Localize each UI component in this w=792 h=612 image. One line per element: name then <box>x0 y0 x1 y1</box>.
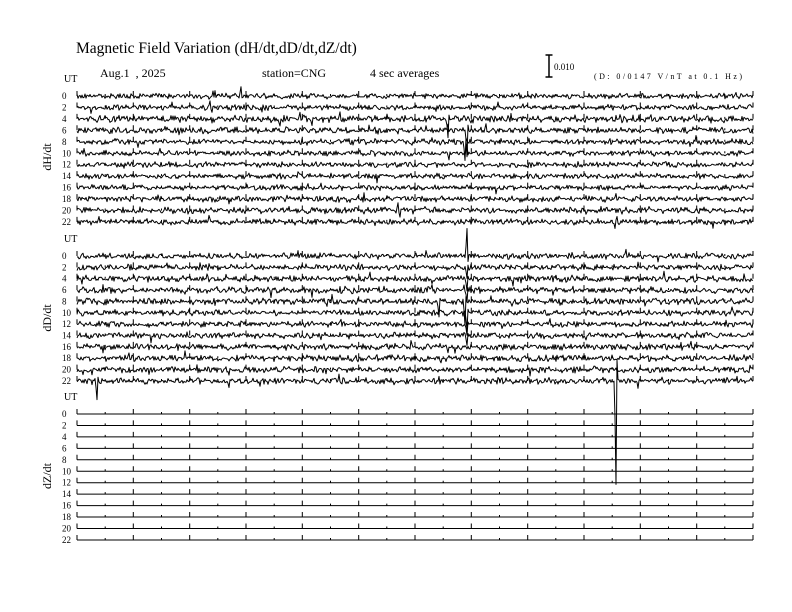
row-label: 14 <box>62 171 71 182</box>
row-label: 16 <box>62 182 71 193</box>
row-label: 4 <box>62 273 67 284</box>
row-label: 10 <box>62 148 71 159</box>
row-label: 6 <box>62 285 67 296</box>
panel-ylabel: dZ/dt <box>40 463 54 489</box>
chart-title: Magnetic Field Variation (dH/dt,dD/dt,dZ/dt) <box>76 40 357 57</box>
row-label: 16 <box>62 341 71 352</box>
row-label: 8 <box>62 454 67 465</box>
panel-ylabel: dH/dt <box>40 143 54 171</box>
row-label: 2 <box>62 262 67 273</box>
row-label: 10 <box>62 307 71 318</box>
row-label: 2 <box>62 102 67 113</box>
row-label: 4 <box>62 431 67 442</box>
row-label: 18 <box>62 512 71 522</box>
row-label: 18 <box>62 194 71 205</box>
row-label: 8 <box>62 136 67 147</box>
station-label: station=CNG <box>262 66 327 80</box>
averaging-label: 4 sec averages <box>370 66 440 80</box>
row-label: 10 <box>62 466 71 477</box>
ut-axis-label: UT <box>64 74 78 85</box>
row-label: 0 <box>62 91 67 101</box>
row-label: 12 <box>62 319 71 330</box>
date-label: Aug.1 , 2025 <box>100 66 166 80</box>
row-label: 12 <box>62 159 71 170</box>
row-label: 22 <box>62 535 71 545</box>
sensitivity-note: (D: 0/0147 V/nT at 0.1 Hz) <box>594 72 742 81</box>
row-label: 12 <box>62 477 71 488</box>
row-label: 22 <box>62 376 71 386</box>
row-label: 2 <box>62 420 67 431</box>
panel-ylabel: dD/dt <box>40 304 54 332</box>
ut-axis-label: UT <box>64 234 78 245</box>
row-label: 0 <box>62 251 67 261</box>
row-label: 20 <box>62 523 71 534</box>
row-label: 22 <box>62 216 71 227</box>
row-label: 20 <box>62 364 71 375</box>
scale-bar-label: 0.010 <box>554 62 575 72</box>
row-label: 8 <box>62 296 67 307</box>
row-label: 18 <box>62 353 71 364</box>
row-label: 4 <box>62 113 67 124</box>
row-label: 6 <box>62 443 67 454</box>
row-label: 16 <box>62 500 71 511</box>
row-label: 14 <box>62 489 71 500</box>
row-label: 6 <box>62 125 67 136</box>
row-label: 0 <box>62 409 67 419</box>
row-label: 20 <box>62 205 71 216</box>
row-label: 14 <box>62 330 71 341</box>
ut-axis-label: UT <box>64 392 78 403</box>
